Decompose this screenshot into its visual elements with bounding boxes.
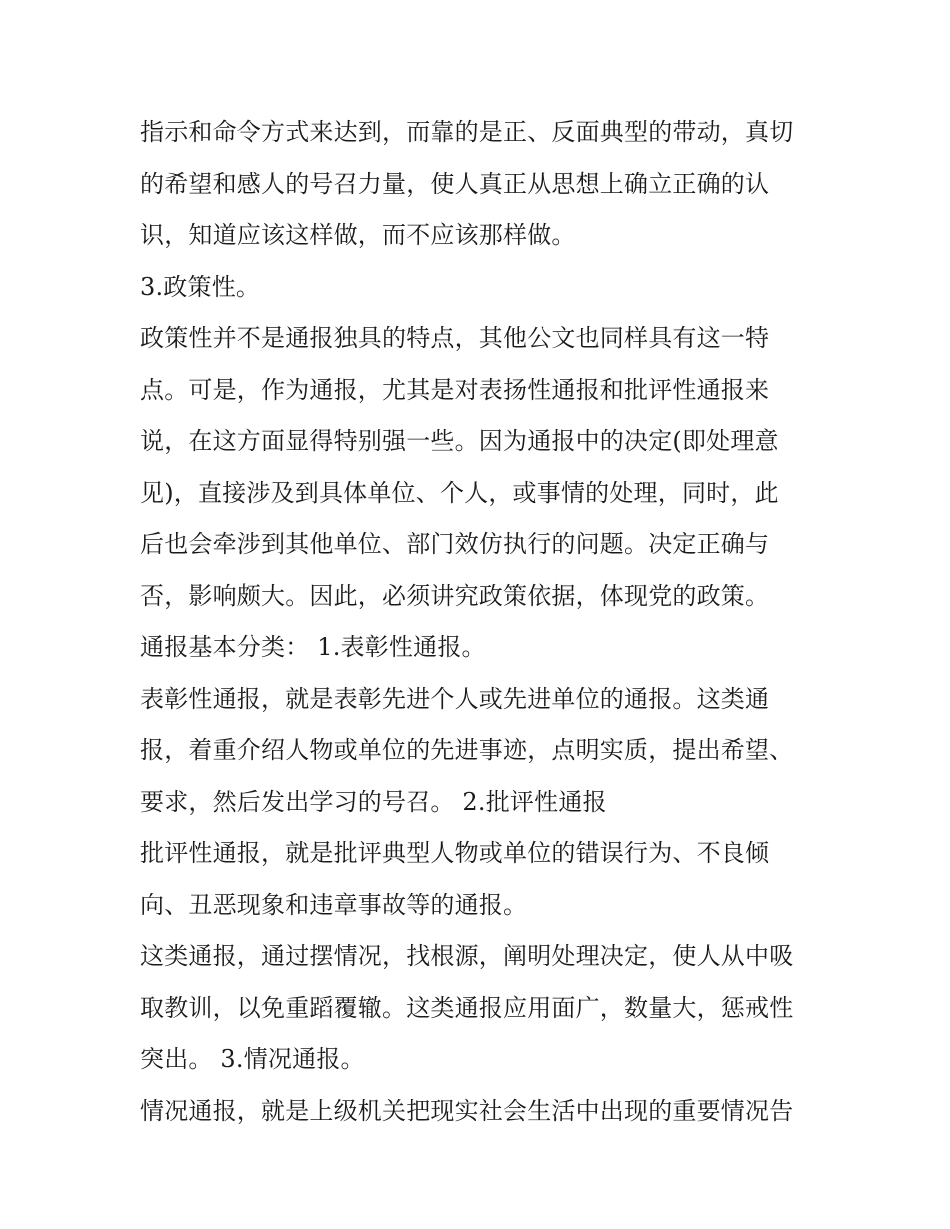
text-line: 点。可是，作为通报，尤其是对表扬性通报和批评性通报来 bbox=[140, 375, 770, 404]
text-line: 情况通报，就是上级机关把现实社会生活中出现的重要情况告 bbox=[140, 1096, 794, 1125]
text-line: 向、丑恶现象和违章事故等的通报。 bbox=[140, 890, 528, 919]
document-body bbox=[140, 107, 820, 1137]
text-line: 后也会牵涉到其他单位、部门效仿执行的问题。决定正确与 bbox=[140, 530, 770, 558]
text-line: 取教训，以免重蹈覆辙。这类通报应用面广，数量大，惩戒性 bbox=[140, 993, 794, 1022]
text-line: 批评性通报，就是批评典型人物或单位的错误行为、不良倾 bbox=[140, 839, 770, 867]
text-line: 识，知道应该这样做，而不应该那样做。 bbox=[140, 221, 576, 249]
text-line: 见)，直接涉及到具体单位、个人，或事情的处理，同时，此 bbox=[140, 478, 779, 507]
text-line: 表彰性通报，就是表彰先进个人或先进单位的通报。这类通 bbox=[140, 684, 770, 713]
text-line: 报，着重介绍人物或单位的先进事迹，点明实质，提出希望、 bbox=[140, 736, 794, 764]
text-line: 政策性并不是通报独具的特点，其他公文也同样具有这一特 bbox=[140, 324, 770, 352]
section-heading: 通报基本分类： 1.表彰性通报。 bbox=[140, 633, 486, 661]
section-heading: 3.政策性。 bbox=[140, 272, 261, 301]
text-line: 突出。 3.情况通报。 bbox=[140, 1045, 365, 1073]
text-line: 这类通报，通过摆情况，找根源，阐明处理决定，使人从中吸 bbox=[140, 942, 794, 970]
text-line: 否，影响颇大。因此，必须讲究政策依据，体现党的政策。 bbox=[140, 581, 770, 610]
text-line: 指示和命令方式来达到，而靠的是正、反面典型的带动，真切 bbox=[140, 118, 794, 146]
text-line: 要求，然后发出学习的号召。 2.批评性通报 bbox=[140, 787, 607, 816]
text-line: 的希望和感人的号召力量，使人真正从思想上确立正确的认 bbox=[140, 169, 770, 198]
text-line: 说，在这方面显得特别强一些。因为通报中的决定(即处理意 bbox=[140, 427, 779, 455]
